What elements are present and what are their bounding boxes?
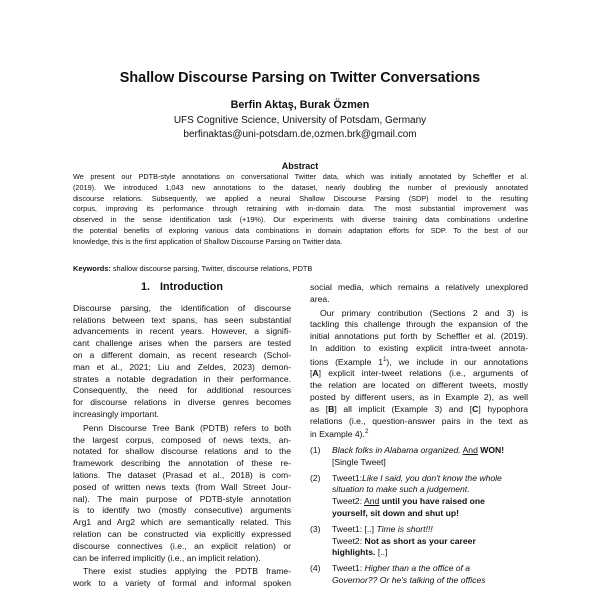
abstract-heading: Abstract [281,161,319,171]
text-line: In addition to existing explicit intra-tweet annota- [310,342,528,353]
paper-title: Shallow Discourse Parsing on Twitter Conversations [119,70,481,86]
text-line [332,508,528,520]
right-column [310,282,528,587]
text-fragment: ), we include in our annotations [386,356,528,367]
text-line: framework describing the annotation of these re- [73,458,291,469]
tweet-label: Tweet2: [332,496,363,507]
example-text: Higher than a the office of a [364,563,471,574]
example-text: until you have raised one [381,496,485,507]
example-text: Not as short as your career [364,535,476,546]
text-line: Our primary contribution (Sections 2 and 3) is [320,307,528,318]
text-line: initial annotations put forth by Scheffler et al. (2019). [310,331,528,342]
text-fragment: in Example 4). [310,429,365,440]
connective: And [462,445,478,456]
example-text: situation to make such a judgement. [332,484,470,495]
text-line [332,473,528,485]
text-fragment: tions (Example 1 [310,356,384,367]
label-c: C [472,403,479,414]
example-text: Governor?? Or he's talking of the offices [332,575,486,586]
text-line [332,547,528,559]
example-text: Black folks in Alabama organized. [332,445,461,456]
text-line: [Single Tweet] [332,456,386,467]
example-text: WON! [480,445,505,456]
section-number: 1. [141,281,151,293]
author-affiliation: UFS Cognitive Science, University of Potsdam, Germany [173,115,427,126]
text-line [332,563,528,575]
tweet-label: Tweet2: [332,535,363,546]
example-body [332,473,528,520]
abstract-line: corpus, improving its performance through retraining with in-domain data. The most substantial improvement was [73,204,528,214]
text-line [332,484,528,496]
abstract-line: observed in the sense identification task (+19%). Our experiments with diverse training data combinations underline [73,215,528,225]
abstract-line: knowledge, this is the first application of Shallow Discourse Parsing on Twitter data. [73,236,343,246]
example-3 [310,524,528,559]
text-line: relations between text spans, has seen substantial [73,314,291,325]
footnote-marker: 2 [364,429,369,436]
example-body [332,524,528,559]
text-line: can be inferred implicitly (i.e., an implicit relation). [73,552,261,563]
abstract-line: the potential benefits of exploring various data combinations in domain adaptation efforts for SDP. To the best of our [73,225,528,235]
label-a: A [312,368,319,379]
example-text: highlights. [332,547,376,558]
text-line: social media, which remains a relatively unexplored [310,282,528,292]
keywords-label: Keywords: [73,264,111,273]
text-line [332,536,528,548]
text-fragment: as [ [310,403,329,414]
abstract-line: We present our PDTB-style annotations on conversational Twitter data, which was initially annotated by Scheffler et al. [73,172,528,181]
text-line: lations. The dataset (Prasad et al., 2018) is com- [73,469,291,480]
text-line: Arg1 and Arg2 which are semantically related. This [73,517,291,528]
left-column [73,282,291,590]
text-line [310,427,528,441]
text-line: There exist studies applying the PDTB frame- [83,566,291,577]
text-line: Consequently, the need for additional resources [73,385,291,396]
keywords [73,264,528,273]
text-line: on a different domain, as recent research (Schol- [73,349,291,360]
text-line: notated for shallow discourse relations and to the [73,446,291,457]
text-line [332,445,528,457]
example-number: (1) [310,445,321,456]
example-1 [310,445,528,469]
text-line: posted by different users, as in Example 2), as well [310,392,528,403]
text-fragment: [ [310,368,313,379]
tweet-label: Tweet1: [332,472,363,483]
text-line [310,404,528,416]
text-line: discourse connectives (i.e., an explicit relation) or [73,540,291,551]
abstract-line: (2019). We introduced 1,043 new annotations to the dataset, nearly doubling the number of previously annotated [73,182,528,192]
section-heading-introduction [73,282,291,294]
text-line: advancements in recent years. However, a signifi- [73,326,291,337]
text-line: increasingly important. [73,408,159,419]
example-number: (2) [310,472,321,483]
text-line [332,524,528,536]
tweet-label: Tweet1: [..] [332,523,375,534]
text-line: strates a notable degradation in their performance. [73,373,291,384]
abstract-line: discourse relations. Subsequently, we applied a neural Shallow Discourse Parsing (SDP) model to the resulting [73,193,528,203]
example-text: [..] [377,547,388,558]
text-line [310,355,528,369]
paper-authors: Berfin Aktaş, Burak Özmen [230,99,370,111]
text-line: cant challenge arises when the parsers are tested [73,338,291,349]
text-fragment: ] hypophora [478,403,528,414]
text-line: man et al., 2021; Liu and Zeldes, 2023) demon- [73,361,291,372]
footnote-marker: 1 [383,356,387,363]
abstract-body [73,172,528,248]
example-text: Time is short!!! [376,523,433,534]
example-number: (3) [310,523,321,534]
text-line: is to identify two (mostly consecutive) arguments [73,505,291,516]
text-line: posed of written news texts (from Wall Street Jour- [73,481,291,492]
text-line [332,496,528,508]
connective: And [364,496,380,507]
keywords-text: shallow discourse parsing, Twitter, discourse relations, PDTB [110,264,313,273]
example-4 [310,563,528,587]
example-2 [310,473,528,520]
text-line: tackling this challenge through the expansion of the [310,319,528,330]
text-line: area. [310,293,330,304]
text-line [332,575,528,587]
tweet-label: Tweet1: [332,563,363,574]
text-line: for discourse relations in diverse genres becomes [73,397,291,408]
example-text: yourself, sit down and shut up! [332,508,459,519]
label-b: B [328,403,335,414]
text-fragment: ] explicit inter-tweet relations (i.e., arguments of [318,368,528,379]
section-title: Introduction [160,281,223,293]
text-line: the relation are located on different tweets, mostly [310,380,528,391]
text-line: work to a variety of formal and informal spoken [73,578,291,589]
text-line: relations (i.e., question-answer pairs in the text as [310,415,528,426]
example-text: Like I said, you don't know the whole [362,472,502,483]
text-line: nal). The main purpose of PDTB-style annotation [73,493,291,504]
text-line: Discourse parsing, the identification of discourse [73,302,291,313]
text-line: relation can be constructed via explicitly expressed [73,528,291,539]
text-line: Penn Discourse Tree Bank (PDTB) refers to both [83,422,291,433]
text-line [310,368,528,380]
text-fragment: ] all implicit (Example 3) and [ [334,403,473,414]
example-number: (4) [310,563,321,574]
author-email: berfinaktas@uni-potsdam.de,ozmen.brk@gmail.com [183,129,417,140]
example-body [332,445,528,469]
example-body [332,563,528,587]
text-line: the largest corpus, composed of news texts, an- [73,434,291,445]
